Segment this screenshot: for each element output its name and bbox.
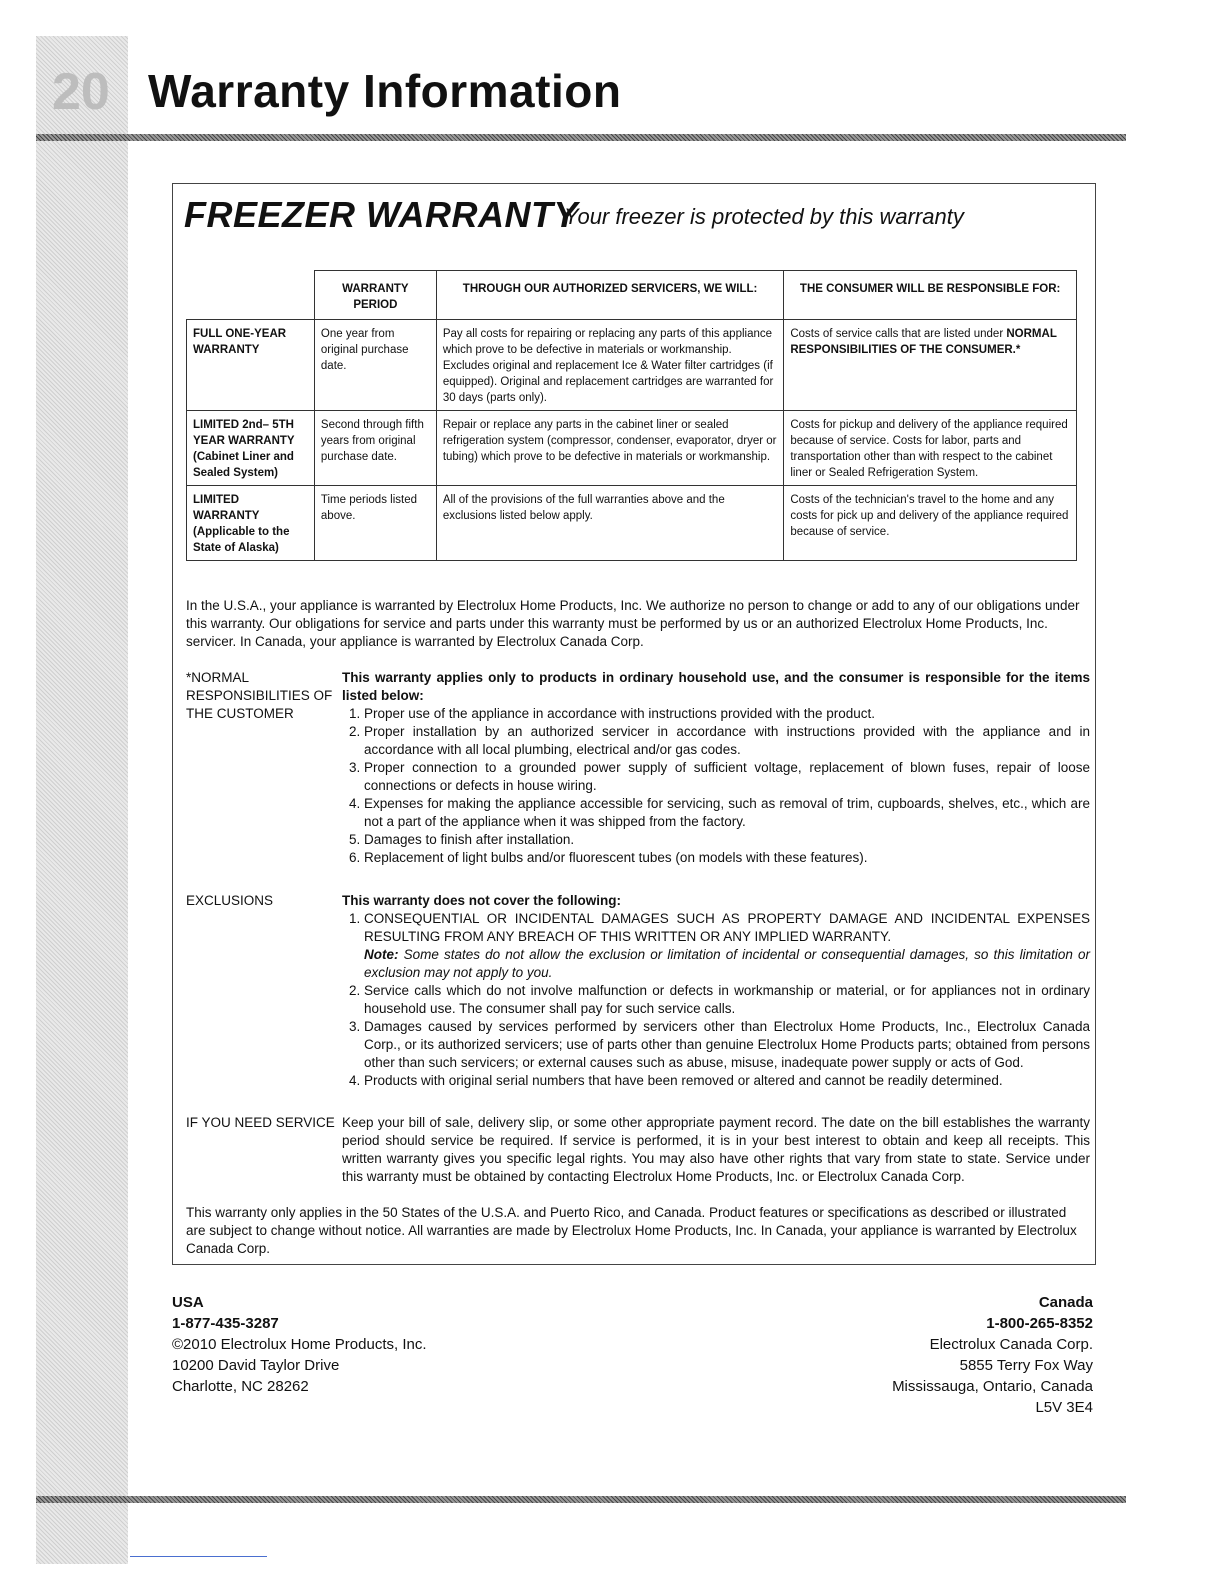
consumer-text: Costs for pickup and delivery of the appliance required because of service. Costs for labor, parts and transportation other than with respect to the cabinet liner or Sealed Refrigeration System.: [790, 419, 1068, 479]
exclusions-list: [342, 910, 1090, 1090]
canada-company: Electrolux Canada Corp.: [929, 1336, 1093, 1353]
list-item: 1. Proper use of the appliance in accordance with instructions provided with the product.: [364, 705, 1090, 723]
closing-paragraph: This warranty only applies in the 50 States of the U.S.A. and Puerto Rico, and Canada. Product features or specifications as described or illustrated are subject to change without notice. All warranties are made by Electrolux Home Products, Inc. In Canada, your appliance is warranted by Electrolux Canada Corp.: [186, 1205, 1077, 1256]
usa-company: ©2010 Electrolux Home Products, Inc.: [172, 1336, 427, 1353]
period-cell: Second through fifth years from original purchase date.: [314, 411, 436, 486]
we-will-cell: Repair or replace any parts in the cabinet liner or sealed refrigeration system (compressor, condenser, evaporator, dryer or tubing) which prove to be defective in materials or workmanship.: [436, 411, 784, 486]
period-cell: One year from original purchase date.: [314, 320, 436, 411]
usa-city: Charlotte, NC 28262: [172, 1378, 309, 1395]
canada-country: Canada: [1038, 1294, 1093, 1311]
page-title: Warranty Information: [148, 65, 622, 117]
list-item: 3. Proper connection to a grounded power supply of sufficient voltage, replacement of blown fuses, repair of loose connections or defects in house wiring.: [364, 759, 1090, 795]
side-strip: [36, 36, 128, 1564]
page-number: 20: [52, 63, 110, 121]
warranty-subtitle: Your freezer is protected by this warranty: [564, 204, 964, 229]
list-item: 3. Damages caused by services performed by servicers other than Electrolux Home Products, Inc., Electrolux Canada Corp., or its authorized servicers; use of parts other than genuine Electrolux Home Products parts; obtained from persons other than such servicers; or external causes such as abuse, misuse, inadequate power supply or acts of God.: [364, 1018, 1090, 1072]
coverage-cell: FULL ONE-YEAR WARRANTY: [187, 320, 315, 411]
table-header-blank: [187, 271, 315, 320]
normal-label: *NORMAL RESPONSIBILITIES OF THE CUSTOMER: [186, 670, 333, 721]
canada-postal: L5V 3E4: [1035, 1399, 1093, 1416]
list-item: 2. Proper installation by an authorized servicer in accordance with instructions provided with the appliance and in accordance with all local plumbing, electrical and/or gas codes.: [364, 723, 1090, 759]
we-will-cell: Pay all costs for repairing or replacing any parts of this appliance which prove to be defective in materials or workmanship. Excludes original and replacement Ice & Water filter cartridges (if equipped). Original and replacement cartridges are warranted for 30 days (parts only).: [436, 320, 784, 411]
table-row: [187, 411, 1077, 486]
we-will-cell: All of the provisions of the full warranties above and the exclusions listed below apply.: [436, 486, 784, 561]
consumer-cell: [784, 411, 1077, 486]
table-header-row: [187, 271, 1077, 320]
consumer-text: Costs of the technician's travel to the home and any costs for pick up and delivery of the appliance required because of service.: [790, 494, 1069, 538]
normal-body: [342, 669, 1090, 867]
contact-usa: [172, 1292, 427, 1397]
usa-phone: 1-877-435-3287: [172, 1315, 279, 1332]
period-cell: Time periods listed above.: [314, 486, 436, 561]
coverage-cell: LIMITED WARRANTY (Applicable to the State of Alaska): [187, 486, 315, 561]
consumer-cell: [784, 486, 1077, 561]
footer-rule: [36, 1496, 1126, 1503]
header-rule: [36, 134, 1126, 141]
table-row: [187, 320, 1077, 411]
exclusions-lead: This warranty does not cover the following:: [342, 893, 622, 908]
coverage-cell: LIMITED 2nd– 5TH YEAR WARRANTY (Cabinet Liner and Sealed System): [187, 411, 315, 486]
canada-city: Mississauga, Ontario, Canada: [892, 1378, 1093, 1395]
table-header-we-will: THROUGH OUR AUTHORIZED SERVICERS, WE WILL:: [436, 271, 784, 320]
exclusion-item-text: CONSEQUENTIAL OR INCIDENTAL DAMAGES SUCH AS PROPERTY DAMAGE AND INCIDENTAL EXPENSES RESULTING FROM ANY BREACH OF THIS WRITTEN OR ANY IMPLIED WARRANTY.: [364, 911, 1090, 944]
intro-paragraph: In the U.S.A., your appliance is warranted by Electrolux Home Products, Inc. We authorize no person to change or add to any of our obligations under this warranty. Our obligations for service and parts under this warranty must be performed by us or an authorized Electrolux Home Products, Inc. servicer. In Canada, your appliance is warranted by Electrolux Canada Corp.: [186, 598, 1080, 649]
warranty-title: FREEZER WARRANTY: [184, 194, 578, 235]
exclusions-body: [342, 892, 1090, 1090]
list-item: 4. Expenses for making the appliance accessible for servicing, such as removal of trim, cupboards, shelves, etc., which are not a part of the appliance when it was shipped from the factory.: [364, 795, 1090, 831]
consumer-text: Costs of service calls that are listed under: [790, 328, 1004, 340]
service-text: Keep your bill of sale, delivery slip, or some other appropriate payment record. The date on the bill establishes the warranty period should service be required. If service is performed, it is in your best interest to obtain and keep all receipts. This written warranty gives you specific legal rights. You may also have other rights that vary from state to state. Service under this warranty must be obtained by contacting Electrolux Home Products, Inc. or Electrolux Canada Corp.: [342, 1115, 1090, 1184]
list-item: 4. Products with original serial numbers that have been removed or altered and cannot be readily determined.: [364, 1072, 1090, 1090]
normal-lead: This warranty applies only to products in ordinary household use, and the consumer is responsible for the items listed below:: [342, 670, 1090, 703]
warranty-table: [186, 270, 1077, 561]
exclusion-note: [364, 947, 1090, 980]
list-item: [364, 910, 1090, 982]
list-item: 2. Service calls which do not involve malfunction or defects in workmanship or material, or for appliances not in ordinary household use. The consumer shall pay for such service calls.: [364, 982, 1090, 1018]
consumer-bold-text: NORMAL RESPONSIBILITIES OF THE CONSUMER.*: [790, 328, 1057, 356]
table-header-period: WARRANTY PERIOD: [314, 271, 436, 320]
note-label: Note:: [364, 947, 399, 962]
note-text: Some states do not allow the exclusion or limitation of incidental or consequential damages, so this limitation or exclusion may not apply to you.: [364, 947, 1090, 980]
usa-street: 10200 David Taylor Drive: [172, 1357, 340, 1374]
table-row: [187, 486, 1077, 561]
usa-country: USA: [172, 1294, 204, 1311]
list-item: 6. Replacement of light bulbs and/or fluorescent tubes (on models with these features).: [364, 849, 1090, 867]
consumer-cell: [784, 320, 1077, 411]
table-header-consumer: THE CONSUMER WILL BE RESPONSIBLE FOR:: [784, 271, 1077, 320]
exclusions-label: EXCLUSIONS: [186, 893, 274, 908]
list-item: 5. Damages to finish after installation.: [364, 831, 1090, 849]
canada-street: 5855 Terry Fox Way: [959, 1357, 1093, 1374]
normal-list: [342, 705, 1090, 867]
service-label: IF YOU NEED SERVICE: [186, 1115, 335, 1130]
canada-phone: 1-800-265-8352: [986, 1315, 1093, 1332]
contact-canada: [892, 1292, 1093, 1418]
footer-link-line: [130, 1556, 267, 1557]
